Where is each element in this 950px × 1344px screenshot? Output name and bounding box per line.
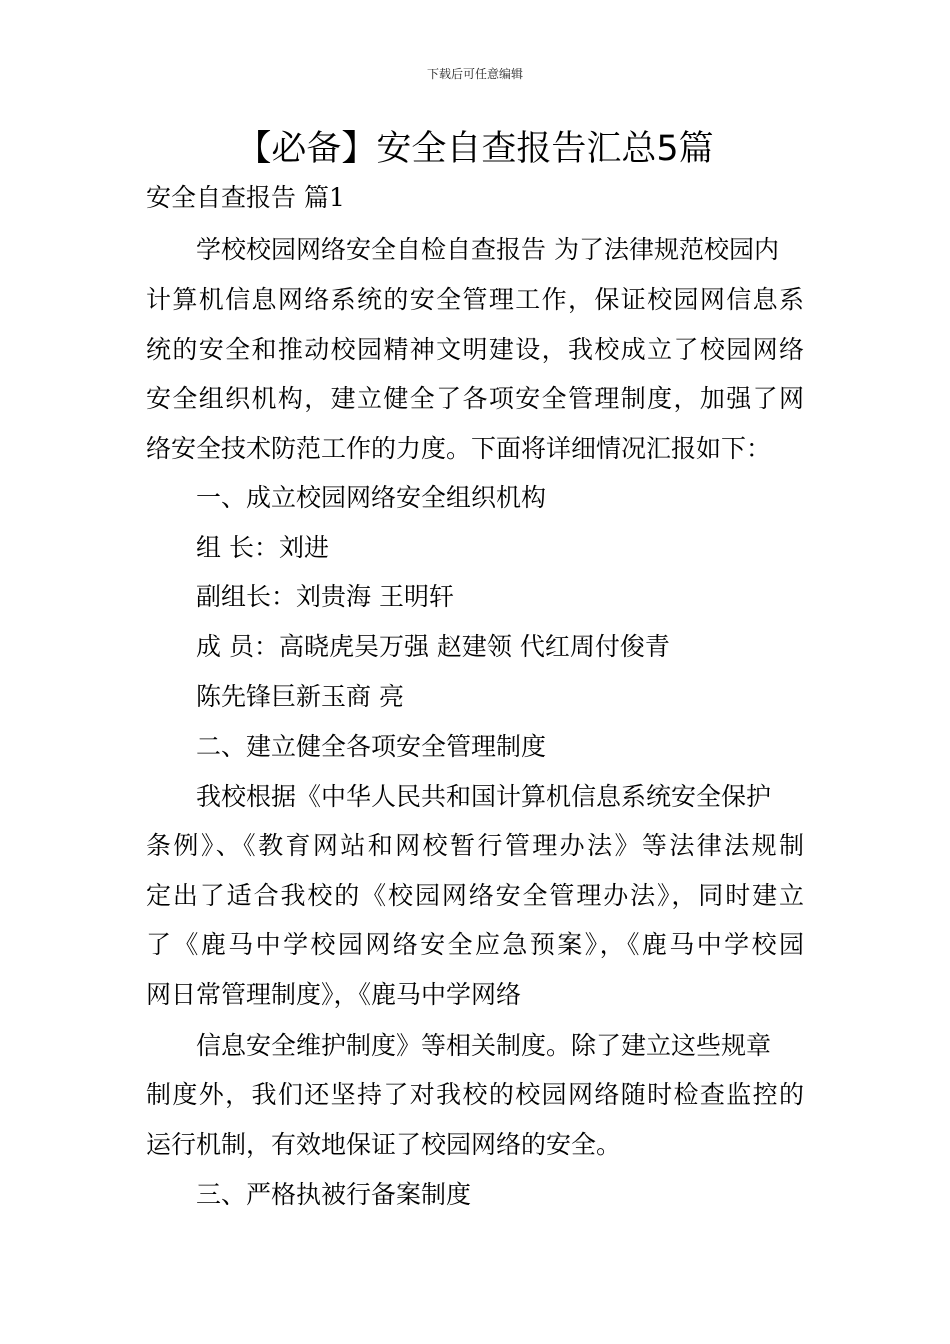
paragraph-line: 学校校园网络安全自检自查报告 为了法律规范校园内 (196, 235, 779, 264)
section-heading: 安全自查报告 篇1 (146, 183, 345, 212)
document-title: 【必备】安全自查报告汇总5篇 (236, 129, 714, 169)
list-heading: 二、建立健全各项安全管理制度 (196, 732, 547, 761)
paragraph-line: 运行机制，有效地保证了校园网络的安全。 (146, 1130, 622, 1159)
member-line: 组 长：刘进 (196, 533, 329, 562)
paragraph-line: 了《鹿马中学校园网络安全应急预案》，《鹿马中学校园 (146, 930, 804, 959)
paragraph-line: 络安全技术防范工作的力度。下面将详细情况汇报如下： (146, 434, 772, 463)
member-line: 陈先锋巨新玉商 亮 (196, 682, 404, 711)
list-heading: 一、成立校园网络安全组织机构 (196, 483, 547, 512)
list-heading: 三、严格执被行备案制度 (196, 1180, 472, 1209)
member-line: 成 员：高晓虎吴万强 赵建领 代红周付俊青 (196, 632, 670, 661)
paragraph-line: 网日常管理制度》，《鹿马中学网络 (146, 980, 522, 1009)
paragraph-line: 安全组织机构，建立健全了各项安全管理制度，加强了网 (146, 384, 804, 413)
paragraph-line: 条例》、《教育网站和网校暂行管理办法》等法律法规制 (146, 831, 804, 860)
page-header-note: 下载后可任意编辑 (426, 67, 523, 81)
paragraph-line: 制度外，我们还坚持了对我校的校园网络随时检查监控的 (146, 1080, 804, 1109)
member-line: 副组长：刘贵海 王明轩 (196, 582, 454, 611)
paragraph-line: 统的安全和推动校园精神文明建设，我校成立了校园网络 (146, 335, 804, 364)
paragraph-line: 我校根据《中华人民共和国计算机信息系统安全保护 (196, 782, 772, 811)
paragraph-line: 定出了适合我校的《校园网络安全管理办法》，同时建立 (146, 881, 804, 910)
paragraph-line: 计算机信息网络系统的安全管理工作，保证校园网信息系 (146, 285, 804, 314)
paragraph-line: 信息安全维护制度》等相关制度。除了建立这些规章 (196, 1031, 772, 1060)
